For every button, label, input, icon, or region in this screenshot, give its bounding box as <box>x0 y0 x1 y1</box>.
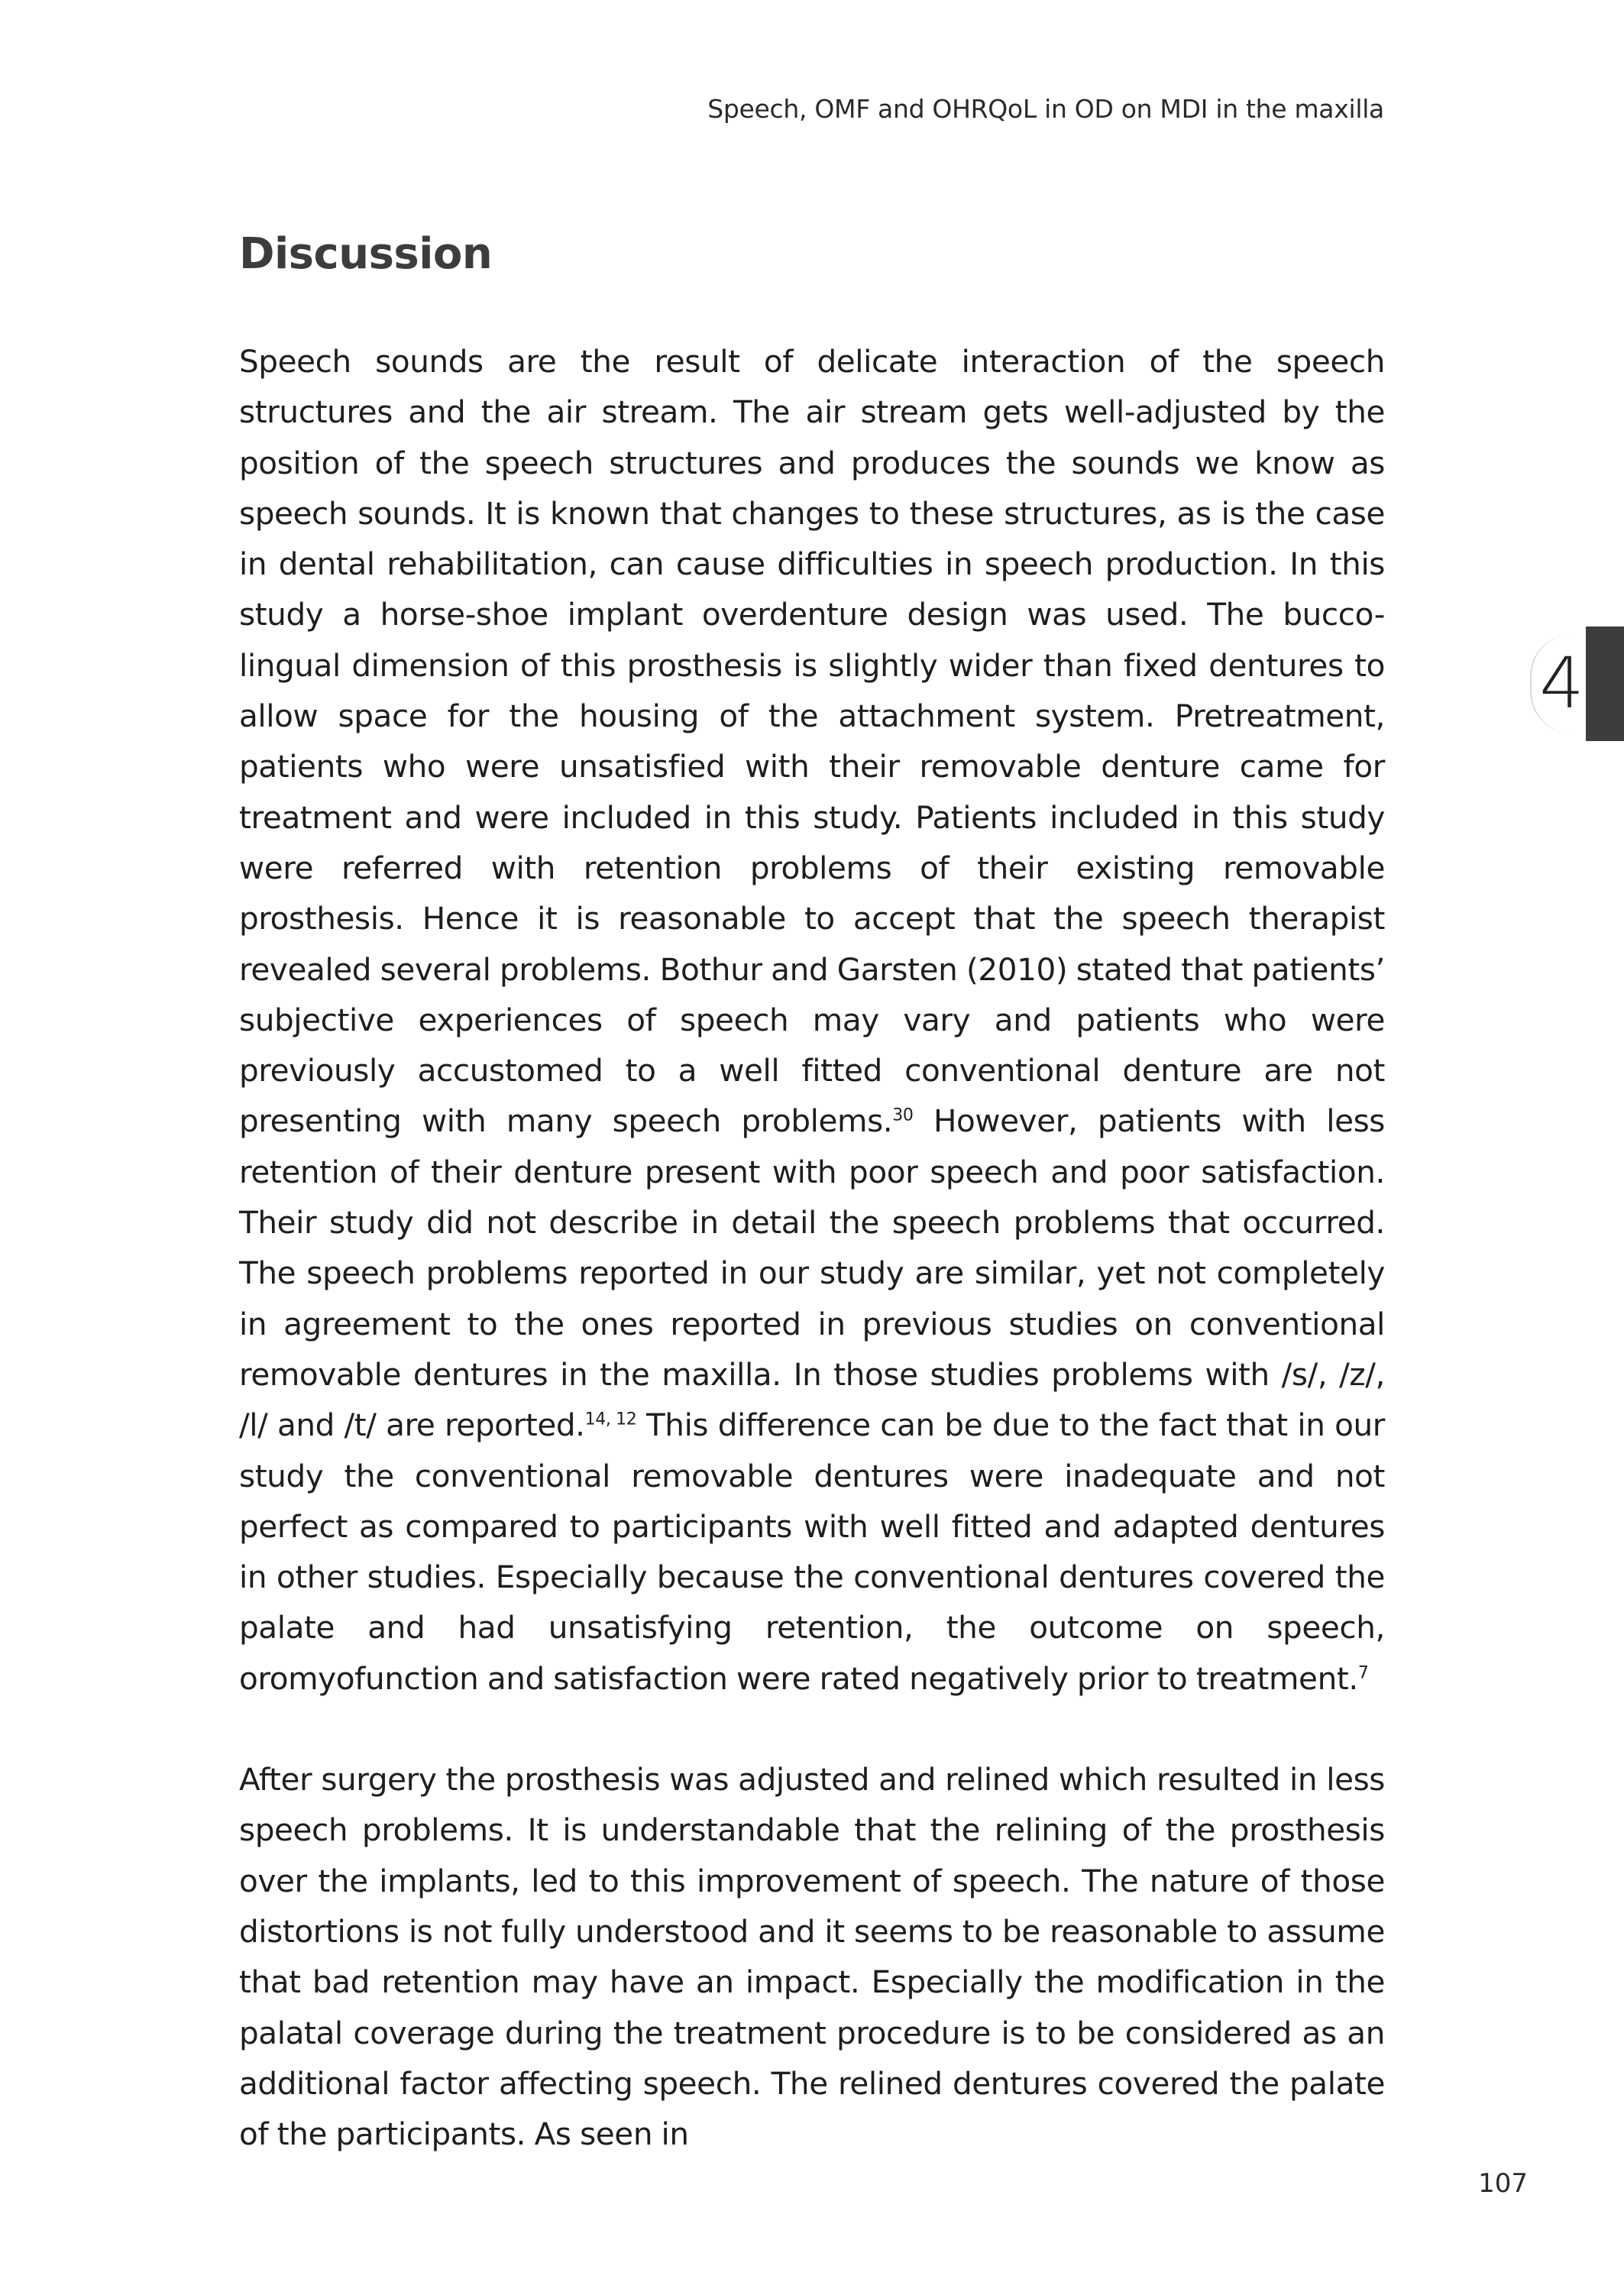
section-heading: Discussion <box>239 229 493 279</box>
paragraph-1 <box>239 336 1385 1704</box>
chapter-tab <box>1530 626 1624 741</box>
chapter-tab-bar <box>1586 626 1624 741</box>
chapter-number: 4 <box>1539 643 1584 724</box>
citation-ref: 7 <box>1357 1663 1369 1683</box>
paragraph-2: After surgery the prosthesis was adjusted and relined which resulted in less speech problems. It is understandable that the relining of the prosthesis over the implants, led to this improvement of speech. The nature of those distortions is not fully understood and it seems to be reasonable to assume that bad retention may have an impact. Especially the modification in the palatal coverage during the treatment procedure is to be considered as an additional factor affecting speech. The relined dentures covered the palate of the participants. As seen in <box>239 1761 1385 2153</box>
paragraph-1-part-3: This difference can be due to the fact that in our study the conventional removable dentures were inadequate and not perfect as compared to participants with well fitted and adapted dentures in other studies. Especially because the conventional dentures covered the palate and had unsatisfying retention, the outcome on speech, oromyofunction and satisfaction were rated negatively prior to treatment. <box>239 1407 1386 1697</box>
paragraph-1-part-1: Speech sounds are the result of delicate interaction of the speech structures and the air stream. The air stream gets well-adjusted by the position of the speech structures and produces the sounds we know as speech sounds. It is known that changes to these structures, as is the case in dental rehabilitation, can cause difficulties in speech production. In this study a horse-shoe implant overdenture design was used. The bucco-lingual dimension of this prosthesis is slightly wider than fixed dentures to allow space for the housing of the attachment system. Pretreatment, patients who were unsatisfied with their removable denture came for treatment and were included in this study. Patients included in this study were referred with retention problems of their existing removable prosthesis. Hence it is reasonable to accept that the speech therapist revealed several problems. Bothur and Garsten (2010) stated that patients’ subjective experiences of speech may vary and patients who were previously accustomed to a well fitted conventional denture are not presenting with many speech problems. <box>239 343 1385 1140</box>
page-number: 107 <box>1478 2168 1528 2199</box>
paragraph-1-part-2: However, patients with less retention of their denture present with poor speech and poor satisfaction. Their study did not describe in detail the speech problems that occurred. The speech problems reported in our study are similar, yet not completely in agreement to the ones reported in previous studies on conventional removable dentures in the maxilla. In those studies problems with /s/, /z/, /l/ and /t/ are reported. <box>239 1102 1385 1444</box>
citation-ref: 14, 12 <box>584 1410 637 1429</box>
citation-ref: 30 <box>892 1106 914 1125</box>
running-header: Speech, OMF and OHRQoL in OD on MDI in the maxilla <box>707 94 1384 124</box>
body-text <box>239 336 1385 2159</box>
